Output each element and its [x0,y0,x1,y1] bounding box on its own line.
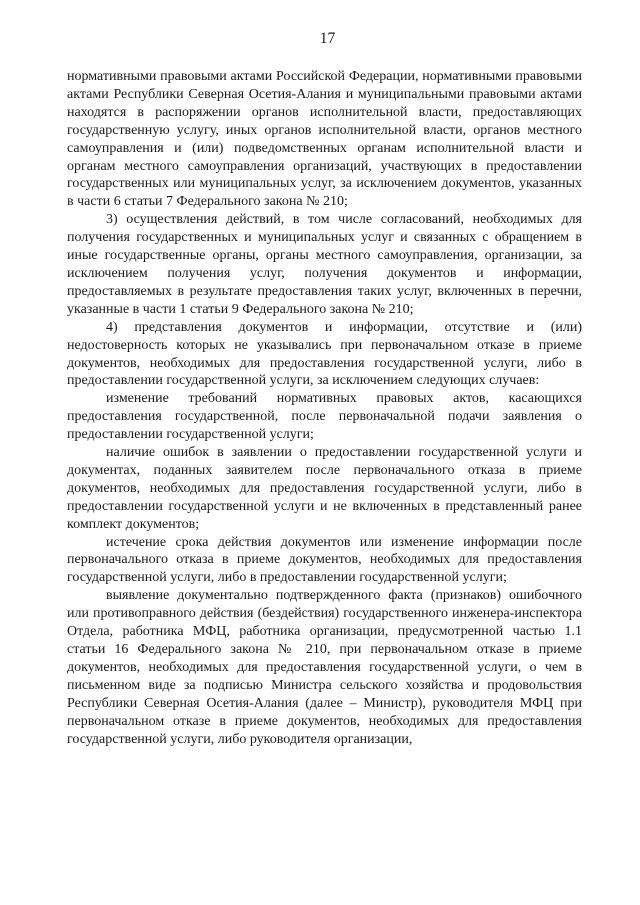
paragraph-exception-unlawful-action: выявление документально подтвержденного факта (признаков) ошибочного или противоправного действия (бездействия) государственного инженера-инспектора Отдела, работника МФЦ, работника организации, предусмотренной частью 1.1 статьи 16 Федерального закона № 210, при первоначальном отказе в приеме документов, необходимых для предоставления государственной услуги, о чем в письменном виде за подписью Министра сельского хозяйства и продовольствия Республики Северная Осетия-Алания (далее – Министр), руководителя МФЦ при первоначальном отказе в приеме документов, необходимых для предоставления государственной услуги, либо руководителя организации, [67,588,582,747]
document-body [67,68,582,748]
page-number: 17 [319,30,336,47]
paragraph-exception-requirements-change: изменение требований нормативных правовых актов, касающихся предоставления государственной, после первоначальной подачи заявления о предоставлении государственной услуги; [67,391,582,443]
paragraph-continuation: нормативными правовыми актами Российской Федерации, нормативными правовыми актами Республики Северная Осетия-Алания и муниципальными правовыми актами находятся в распоряжении органов исполнительной власти, предоставляющих государственную услугу, иных органов исполнительной власти, органов местного самоуправления и (или) подведомственных органам исполнительной власти и органам местного самоуправления организаций, участвующих в предоставлении государственных или муниципальных услуг, за исключением документов, указанных в части 6 статьи 7 Федерального закона № 210; [67,69,582,210]
paragraph-exception-errors: наличие ошибок в заявлении о предоставлении государственной услуги и документах, поданных заявителем после первоначального отказа в приеме документов, необходимых для предоставления государственной услуги, либо в предоставлении государственной услуги и не включенных в представленный ранее комплект документов; [67,445,582,532]
document-page [67,30,582,748]
paragraph-item-4: 4) представления документов и информации, отсутствие и (или) недостоверность которых не указывались при первоначальном отказе в приеме документов, необходимых для предоставления государственной услуги, либо в предоставлении государственной услуги, за исключением следующих случаев: [67,319,582,389]
paragraph-item-3: 3) осуществления действий, в том числе согласований, необходимых для получения государственных и муниципальных услуг и связанных с обращением в иные государственные органы, органы местного самоуправления, организации, за исключением получения услуг, получения документов и информации, предоставляемых в результате предоставления таких услуг, включенных в перечни, указанные в части 1 статьи 9 Федерального закона № 210; [67,212,582,317]
paragraph-exception-expiry: истечение срока действия документов или изменение информации после первоначального отказа в приеме документов, необходимых для предоставления государственной услуги, либо в предоставлении государственной услуги; [67,534,582,586]
